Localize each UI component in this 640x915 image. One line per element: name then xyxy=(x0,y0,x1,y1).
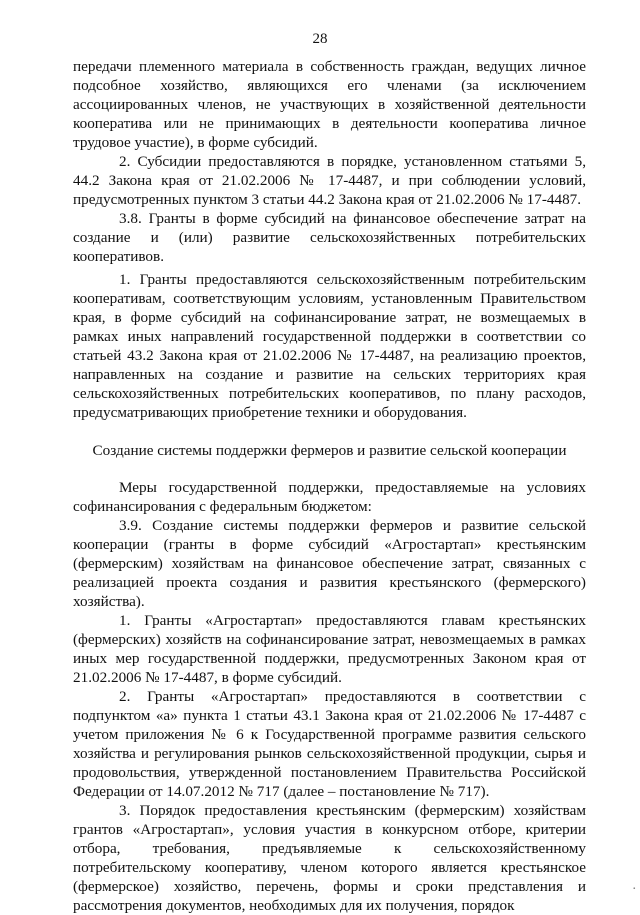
paragraph-subsidy-procedure: 2. Субсидии предоставляются в порядке, установленном статьями 5, 44.2 Закона края от 21.02.2006 № 17-4487, и при соблюдении условий, предусмотренных пунктом 3 статьи 44.2 Закона края от 21.02.2006 № 17-4487. xyxy=(73,153,586,208)
corner-mark: . xyxy=(632,878,636,893)
paragraph-agrostartup-procedure: 3. Порядок предоставления крестьянским (фермерским) хозяйствам грантов «Агростартап», условия участия в конкурсном отборе, критерии отбора, требования, предъявляемые к сельскохозяйственному потребительскому кооперативу, членом которого является крестьянское (фермерское) хозяйство, перечень, формы и сроки представления и рассмотрения документов, необходимых для их получения, порядок xyxy=(73,802,586,914)
document-body xyxy=(73,57,586,915)
page-number: 28 xyxy=(312,31,328,47)
paragraph-agrostartup-basis: 2. Гранты «Агростартап» предоставляются в соответствии с подпунктом «а» пункта 1 статьи 43.1 Закона края от 21.02.2006 № 17-4487 с учетом приложения № 6 к Государственной программе развития сельского хозяйства и регулирования рынков сельскохозяйственной продукции, сырья и продовольствия, утвержденной постановлением Правительства Российской Федерации от 14.07.2012 № 717 (далее – постановление № 717). xyxy=(73,688,586,800)
paragraph-item-3-9: 3.9. Создание системы поддержки фермеров и развитие сельской кооперации (гранты в форме субсидий «Агростартап» крестьянским (фермерским) хозяйствам на финансовое обеспечение затрат, связанных с реализацией проекта создания и развития крестьянского (фермерского) хозяйства). xyxy=(73,517,586,610)
paragraph-continuation: передачи племенного материала в собственность граждан, ведущих личное подсобное хозяйство, являющихся его членами (за исключением ассоциированных членов, не участвующих в хозяйственной деятельности кооператива или не принимающих в деятельности кооператива личное трудовое участие), в форме субсидий. xyxy=(73,58,586,151)
paragraph-support-measures: Меры государственной поддержки, предоставляемые на условиях софинансирования с федеральным бюджетом: xyxy=(73,479,586,515)
paragraph-grants-cooperatives: 1. Гранты предоставляются сельскохозяйственным потребительским кооперативам, соответствующим условиям, установленным Правительством края, в форме субсидий на софинансирование затрат, не возмещаемых в рамках иных направлений государственной поддержки в соответствии со статьей 43.2 Закона края от 21.02.2006 № 17-4487, на реализацию проектов, направленных на создание и развитие на сельских территориях края сельскохозяйственных потребительских кооперативов, по плану расходов, предусматривающих приобретение техники и оборудования. xyxy=(73,271,586,421)
paragraph-item-3-8: 3.8. Гранты в форме субсидий на финансовое обеспечение затрат на создание и (или) развитие сельскохозяйственных потребительских кооперативов. xyxy=(73,210,586,265)
paragraph-agrostartup-grants: 1. Гранты «Агростартап» предоставляются главам крестьянских (фермерских) хозяйств на софинансирование затрат, невозмещаемых в рамках иных мер государственной поддержки, предусмотренных Законом края от 21.02.2006 № 17-4487, в форме субсидий. xyxy=(73,612,586,686)
section-heading: Создание системы поддержки фермеров и развитие сельской кооперации xyxy=(92,442,567,459)
